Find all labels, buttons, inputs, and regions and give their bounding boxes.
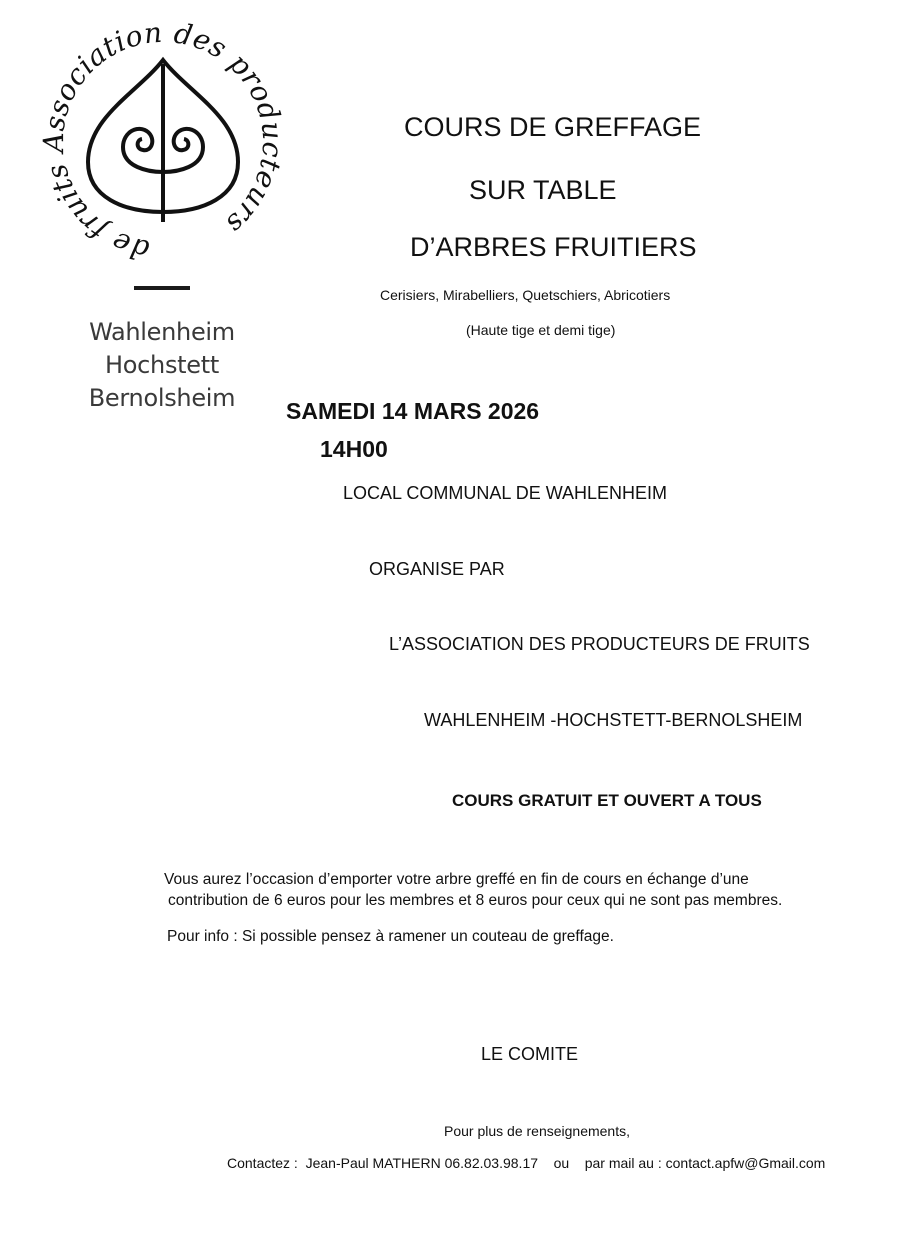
town-bernolsheim: Bernolsheim	[88, 384, 236, 412]
logo-ring-text: de fruits Association des producteurs	[37, 22, 290, 262]
organiser-label: ORGANISE PAR	[369, 559, 505, 579]
signature: LE COMITE	[481, 1044, 579, 1064]
event-time: 14H00	[320, 436, 388, 462]
organiser-towns: WAHLENHEIM -HOCHSTETT-BERNOLSHEIM	[424, 710, 803, 730]
species-list: Cerisiers, Mirabelliers, Quetschiers, Abricotiers	[380, 287, 671, 303]
title-line-2: SUR TABLE	[469, 175, 617, 205]
contact-line: Contactez : Jean-Paul MATHERN 06.82.03.98.17 ou par mail au : contact.apfw@Gmail.com	[227, 1155, 826, 1171]
info-tip: Pour info : Si possible pensez à ramener un couteau de greffage.	[167, 928, 614, 945]
logo-divider	[134, 286, 190, 290]
association-logo	[28, 22, 298, 262]
event-date: SAMEDI 14 MARS 2026	[286, 398, 540, 424]
stem-types: (Haute tige et demi tige)	[466, 322, 616, 338]
leaf-emblem-icon	[28, 22, 298, 262]
town-wahlenheim: Wahlenheim	[89, 318, 235, 346]
town-hochstett: Hochstett	[105, 351, 219, 379]
contact-intro: Pour plus de renseignements,	[444, 1123, 630, 1139]
title-line-1: COURS DE GREFFAGE	[404, 112, 702, 142]
info-line-2: contribution de 6 euros pour les membres et 8 euros pour ceux qui ne sont pas membres.	[168, 892, 783, 909]
free-course-notice: COURS GRATUIT ET OUVERT A TOUS	[452, 791, 762, 810]
event-venue: LOCAL COMMUNAL DE WAHLENHEIM	[343, 483, 668, 503]
organiser-name: L’ASSOCIATION DES PRODUCTEURS DE FRUITS	[389, 634, 810, 654]
info-line-1: Vous aurez l’occasion d’emporter votre arbre greffé en fin de cours en échange d’une	[164, 871, 749, 888]
title-line-3: D’ARBRES FRUITIERS	[410, 232, 697, 262]
